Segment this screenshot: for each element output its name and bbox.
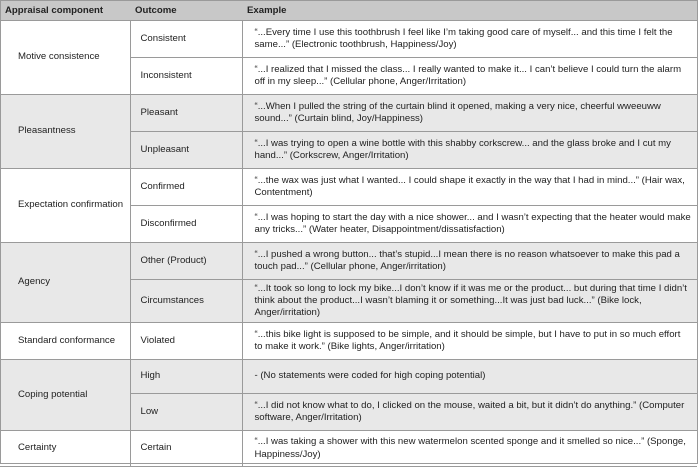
component-cell: Pleasantness	[0, 95, 130, 169]
example-cell: “...When I pulled the string of the curtain blind it opened, making a very nice, cheerful wweeuww sound...” (Curtain blind, Joy/Happiness)	[242, 95, 697, 132]
example-cell: “...I pushed a wrong button... that’s stupid...I mean there is no reason whatsoever to make this pad a touch pad...” (Cellular phone, Anger/irritation)	[242, 243, 697, 280]
table-row	[0, 431, 697, 467]
example-cell: “...Every time I use this toothbrush I feel like I’m taking good care of myself... and this time I felt the same...” (Electronic toothbrush, Happiness/Joy)	[242, 21, 697, 58]
outcome-cell: Certain	[130, 431, 242, 467]
example-cell: “...this bike light is supposed to be simple, and it should be simple, but I have to put in so much effort to make it work.” (Bike lights, Anger/irritation)	[242, 323, 697, 360]
header-outcome: Outcome	[130, 0, 242, 21]
outcome-cell: Inconsistent	[130, 58, 242, 95]
outcome-cell: Circumstances	[130, 280, 242, 323]
table-row	[0, 243, 697, 280]
example-cell: “...I was taking a shower with this new watermelon scented sponge and it smelled so nice...” (Sponge, Happiness/Joy)	[242, 431, 697, 467]
outcome-cell: Low	[130, 394, 242, 431]
example-cell: “...I did not know what to do, I clicked on the mouse, waited a bit, but it didn’t do anything.” (Computer software, Anger/Irritation)	[242, 394, 697, 431]
outcome-cell: Confirmed	[130, 169, 242, 206]
outcome-cell: Unpleasant	[130, 132, 242, 169]
component-cell: Coping potential	[0, 360, 130, 431]
example-cell: “...I was hoping to start the day with a nice shower... and I wasn’t expecting that the heater would make any tricks...” (Water heater, Disappointment/dissatisfaction)	[242, 206, 697, 243]
example-cell: “...the wax was just what I wanted... I could shape it exactly in the way that I had in mind...” (Hair wax, Contentment)	[242, 169, 697, 206]
outcome-cell: High	[130, 360, 242, 394]
outcome-cell: Other (Product)	[130, 243, 242, 280]
outcome-cell: Disconfirmed	[130, 206, 242, 243]
example-cell: “...It took so long to lock my bike...I don’t know if it was me or the product... but during that time I didn’t think about the product...I wasn’t blaming it or something...It was just bad luck...” (Bike lock, Anger/irritation)	[242, 280, 697, 323]
table-row	[0, 21, 697, 58]
component-cell: Certainty	[0, 431, 130, 467]
example-cell: - (No statements were coded for high coping potential)	[242, 360, 697, 394]
outcome-cell: Consistent	[130, 21, 242, 58]
table-row	[0, 95, 697, 132]
outcome-cell: Violated	[130, 323, 242, 360]
component-cell: Standard conformance	[0, 323, 130, 360]
table-row	[0, 323, 697, 360]
example-cell: “...I was trying to open a wine bottle with this shabby corkscrew... and the glass broke and I cut my hand...” (Corkscrew, Anger/Irritation)	[242, 132, 697, 169]
component-cell: Expectation confirmation	[0, 169, 130, 243]
component-cell: Motive consistence	[0, 21, 130, 95]
outcome-cell: Pleasant	[130, 95, 242, 132]
table-row	[0, 360, 697, 394]
header-component: Appraisal component	[0, 0, 130, 21]
example-cell: “...I realized that I missed the class... I really wanted to make it... I can’t believe I could turn the alarm off in my sleep...” (Cellular phone, Anger/Irritation)	[242, 58, 697, 95]
component-cell: Agency	[0, 243, 130, 323]
header-row	[0, 0, 697, 21]
table-row	[0, 169, 697, 206]
header-example: Example	[242, 0, 697, 21]
